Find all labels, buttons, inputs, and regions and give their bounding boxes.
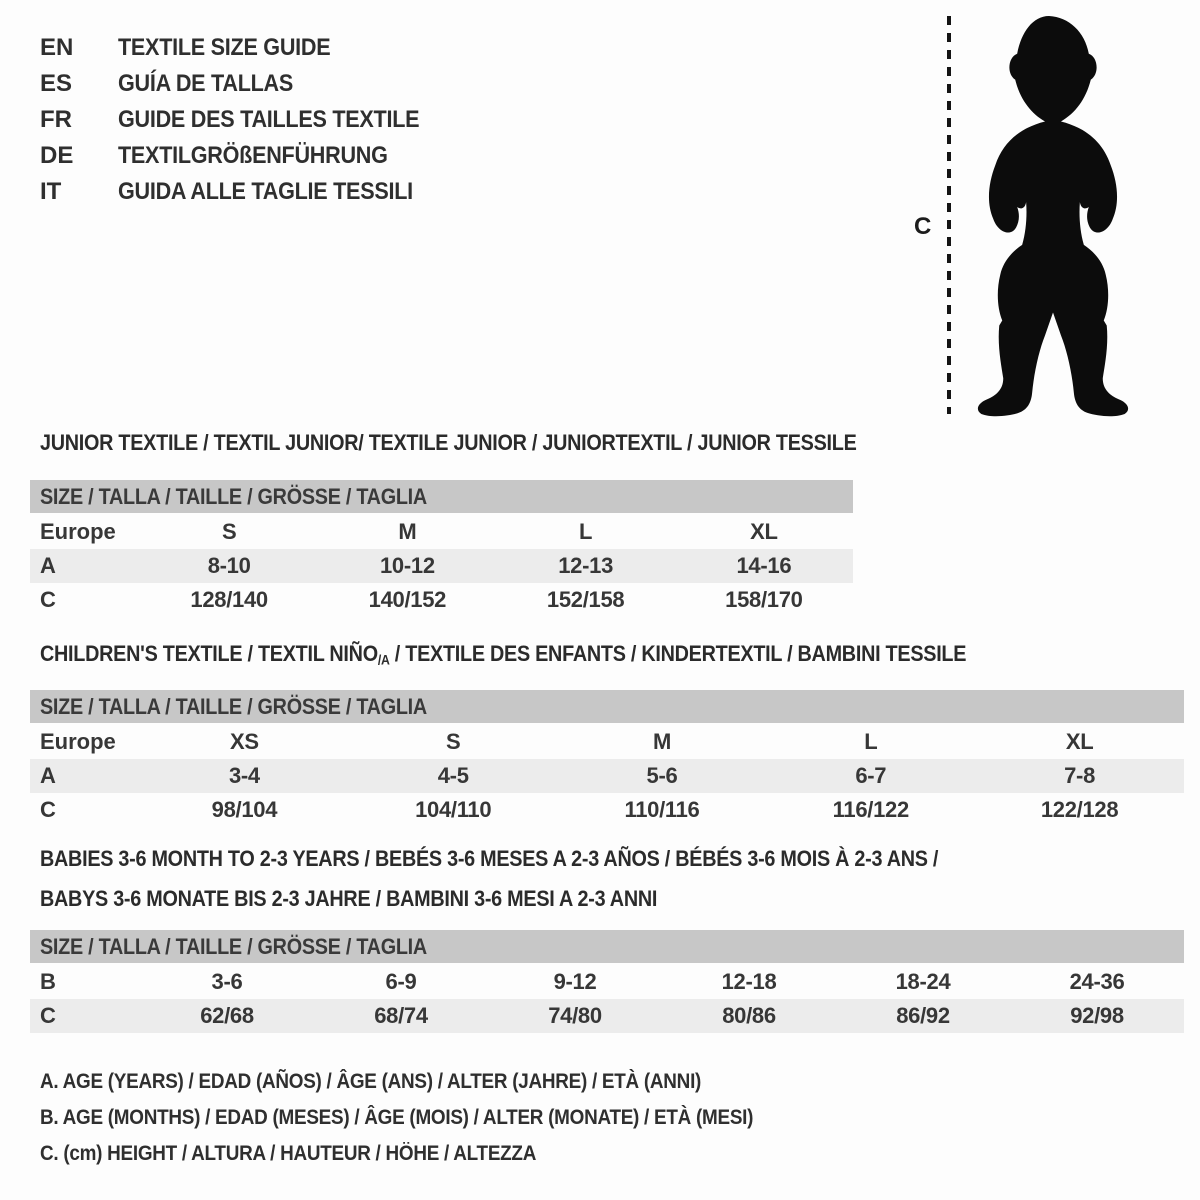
height-cell: 68/74 (374, 1003, 428, 1028)
height-measure-dashed-line (947, 16, 951, 414)
height-cell: 104/110 (415, 797, 492, 822)
height-cell: 74/80 (548, 1003, 602, 1028)
size-table-header: SIZE / TALLA / TAILLE / GRÖSSE / TAGLIA (30, 480, 853, 513)
height-cell: 152/158 (546, 587, 625, 612)
row-label: C (40, 1003, 56, 1028)
age-cell: 6-9 (385, 969, 417, 994)
size-cell: L (579, 519, 593, 544)
row-label: A (40, 553, 56, 578)
row-label: Europe (40, 519, 116, 544)
size-cell: XL (1065, 729, 1094, 754)
measure-legend (40, 1064, 832, 1172)
height-cell: 116/122 (832, 797, 909, 822)
table-row-height (30, 793, 1184, 827)
height-cell: 98/104 (211, 797, 278, 822)
babies-section-title-line1: BABIES 3-6 MONTH TO 2-3 YEARS / BEBÉS 3-6 MESES A 2-3 AÑOS / BÉBÉS 3-6 MOIS À 2-3 ANS / (40, 846, 939, 871)
height-cell: 158/170 (725, 587, 803, 612)
language-title: TEXTILGRÖßENFÜHRUNG (118, 142, 388, 169)
junior-size-table (30, 480, 853, 617)
language-code: ES (40, 70, 73, 97)
size-cell: M (652, 729, 671, 754)
size-cell: XL (750, 519, 778, 544)
height-cell: 110/116 (624, 797, 700, 822)
language-title-list (40, 30, 453, 210)
table-row-europe (30, 725, 1184, 759)
language-code: FR (40, 106, 72, 133)
size-table-header: SIZE / TALLA / TAILLE / GRÖSSE / TAGLIA (30, 690, 1184, 723)
row-label: C (40, 587, 56, 612)
language-title: GUIDA ALLE TAGLIE TESSILI (118, 178, 413, 205)
age-cell: 6-7 (855, 763, 887, 788)
legend-line-c: C. (cm) HEIGHT / ALTURA / HAUTEUR / HÖHE / ALTEZZA (40, 1142, 537, 1165)
age-cell: 4-5 (437, 763, 469, 788)
age-cell: 10-12 (379, 553, 435, 578)
age-cell: 5-6 (646, 763, 678, 788)
height-cell: 122/128 (1040, 797, 1119, 822)
age-cell: 8-10 (207, 553, 251, 578)
age-cell: 3-4 (228, 763, 260, 788)
row-label: C (40, 797, 56, 822)
height-cell: 86/92 (896, 1003, 950, 1028)
language-title: GUIDE DES TAILLES TEXTILE (118, 106, 420, 133)
language-row-de (40, 138, 453, 174)
language-title: GUÍA DE TALLAS (118, 70, 294, 97)
age-cell: 12-18 (721, 969, 777, 994)
language-code: DE (40, 142, 74, 169)
row-label: B (40, 969, 56, 994)
age-cell: 24-36 (1069, 969, 1125, 994)
legend-line-b: B. AGE (MONTHS) / EDAD (MESES) / ÂGE (MOIS) / ALTER (MONATE) / ETÀ (MESI) (40, 1106, 754, 1129)
table-row-europe (30, 515, 853, 549)
table-row-height (30, 583, 853, 617)
age-cell: 18-24 (895, 969, 951, 994)
size-table-header: SIZE / TALLA / TAILLE / GRÖSSE / TAGLIA (30, 930, 1184, 963)
height-cell: 62/68 (200, 1003, 254, 1028)
row-label: A (40, 763, 56, 788)
size-cell: S (221, 519, 237, 544)
language-row-en (40, 30, 453, 66)
age-cell: 7-8 (1064, 763, 1096, 788)
size-cell: XS (230, 729, 259, 754)
legend-line-a: A. AGE (YEARS) / EDAD (AÑOS) / ÂGE (ANS) / ALTER (JAHRE) / ETÀ (ANNI) (40, 1070, 702, 1093)
table-row-age (30, 549, 853, 583)
age-cell: 12-13 (558, 553, 614, 578)
age-cell: 3-6 (211, 969, 243, 994)
measure-label-c: C (914, 213, 932, 240)
table-row-age (30, 759, 1184, 793)
title-subscript: /A (377, 652, 390, 668)
size-cell: L (864, 729, 878, 754)
height-cell: 92/98 (1070, 1003, 1124, 1028)
children-section-title: CHILDREN'S TEXTILE / TEXTIL $NIÑO_{/A}$ / TEXTILE DES ENFANTS / KINDERTEXTIL / BAMBINI TESSILE (40, 641, 967, 668)
height-cell: 140/152 (368, 587, 447, 612)
language-row-it (40, 174, 453, 210)
children-size-table (30, 690, 1184, 827)
language-code: EN (40, 34, 74, 61)
size-cell: S (446, 729, 461, 754)
language-title: TEXTILE SIZE GUIDE (118, 34, 331, 61)
table-row-age-months (30, 965, 1184, 999)
language-row-fr (40, 102, 453, 138)
babies-section-title-line2: BABYS 3-6 MONATE BIS 2-3 JAHRE / BAMBINI 3-6 MESI A 2-3 ANNI (40, 886, 658, 911)
age-cell: 9-12 (553, 969, 597, 994)
height-cell: 80/86 (722, 1003, 776, 1028)
toddler-silhouette-image (962, 12, 1144, 420)
table-row-height (30, 999, 1184, 1033)
row-label: Europe (40, 729, 116, 754)
age-cell: 14-16 (736, 553, 792, 578)
height-cell: 128/140 (190, 587, 268, 612)
size-cell: M (398, 519, 417, 544)
junior-section-title: JUNIOR TEXTILE / TEXTIL JUNIOR/ TEXTILE JUNIOR / JUNIORTEXTIL / JUNIOR TESSILE (40, 430, 857, 455)
language-code: IT (40, 178, 62, 205)
babies-size-table (30, 930, 1184, 1033)
language-row-es (40, 66, 453, 102)
